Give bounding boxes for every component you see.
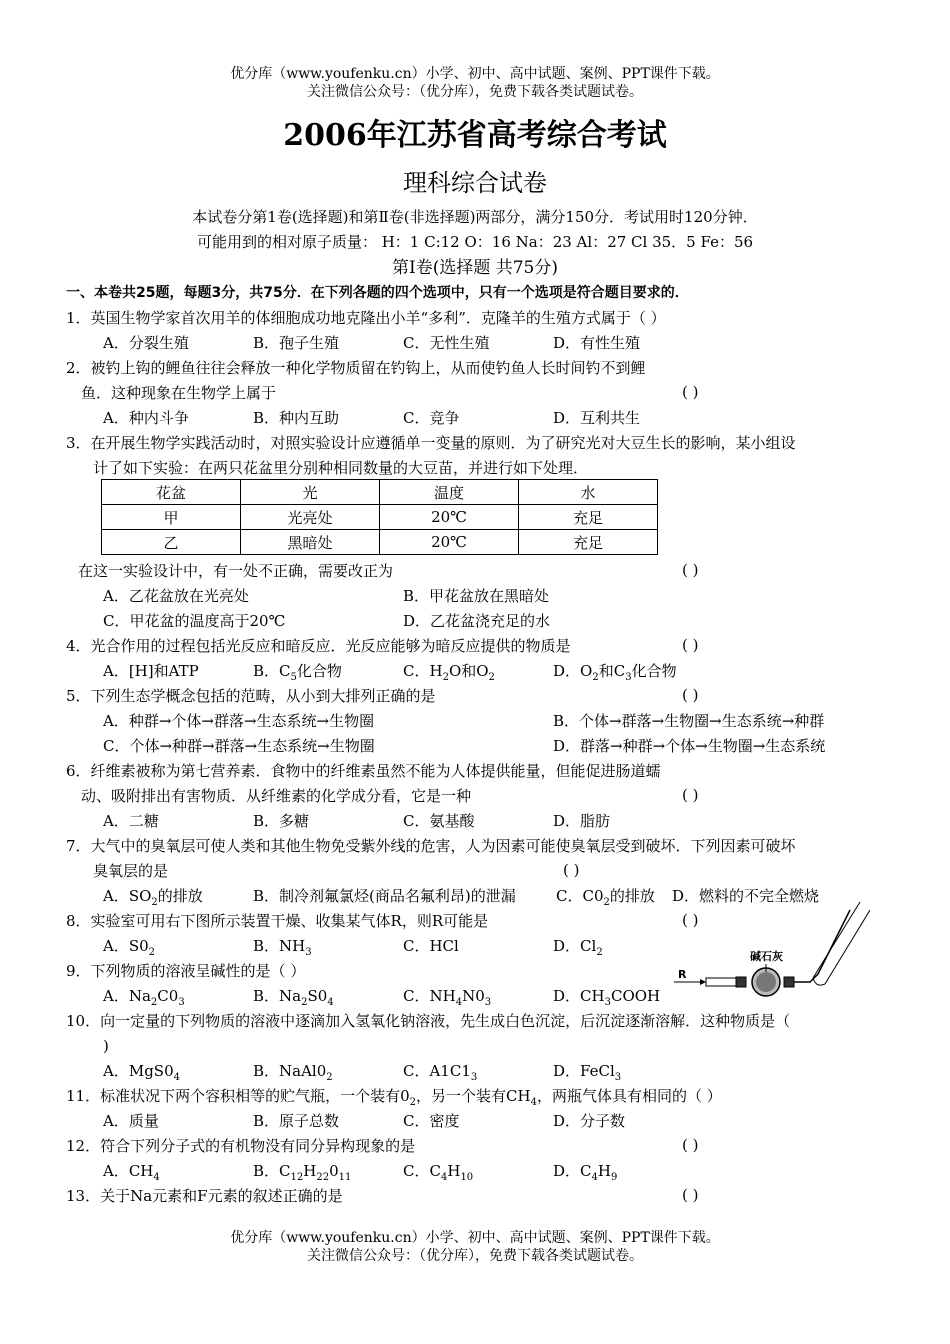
figure-label-soda-lime: 碱石灰 xyxy=(750,950,783,963)
figure-label-r: R xyxy=(678,968,687,981)
table-header-cell: 水 xyxy=(519,480,658,505)
q8-option-b: B．$NH_3$ xyxy=(253,937,312,958)
q9-option-b: B．$Na_2S0_4$ xyxy=(253,987,334,1008)
q2-option-c: C．竞争 xyxy=(403,409,460,427)
table-cell: 甲 xyxy=(102,505,241,530)
q11-option-a: A．质量 xyxy=(103,1112,159,1130)
figure-flask-bottom xyxy=(813,978,825,985)
q10-option-c: C．$A1C1_3$ xyxy=(403,1062,478,1083)
q2-option-a: A．种内斗争 xyxy=(103,409,189,427)
q9-option-d: D．$CH_3COOH$ xyxy=(553,987,661,1008)
figure-soda-lime xyxy=(756,972,776,992)
q4-option-c: C．$H_2O$和$O_2$ xyxy=(403,662,495,683)
q4-stem: 4．光合作用的过程包括光反应和暗反应．光反应能够为暗反应提供的物质是 xyxy=(66,637,571,655)
q10-stem-2: ) xyxy=(103,1037,109,1055)
table-cell: 光亮处 xyxy=(241,505,380,530)
figure-stopper-right xyxy=(784,977,794,987)
q12-option-b: B．$C_{12}H_{22}0_{11}$ xyxy=(253,1162,352,1183)
q5-option-d: D．群落→种群→个体→生物圈→生态系统 xyxy=(553,737,826,755)
q5-option-b: B．个体→群落→生物圈→生态系统→种群 xyxy=(553,712,825,730)
q7-option-c: C．$C0_2$的排放 xyxy=(556,887,655,908)
q7-stem-2: 臭氧层的是 xyxy=(93,862,169,880)
q7-option-b: B．制冷剂氟氯烃(商品名氟利昂)的泄漏 xyxy=(253,887,516,905)
q3-option-d: D．乙花盆浇充足的水 xyxy=(403,612,551,630)
q5-stem: 5．下列生态学概念包括的范畴，从小到大排列正确的是 xyxy=(66,687,436,705)
table-cell: 黑暗处 xyxy=(241,530,380,555)
q6-stem-1: 6．纤维素被称为第七营养素．食物中的纤维素虽然不能为人体提供能量，但能促进肠道蠕 xyxy=(66,762,661,780)
q8-option-d: D．$Cl_2$ xyxy=(553,937,603,958)
q8-option-c: C．HCl xyxy=(403,937,459,955)
q6-option-a: A．二糖 xyxy=(103,812,159,830)
intro-line-2: 可能用到的相对原子质量： H：1 C:12 O：16 Na：23 Al：27 Cl 35．5 Fe：56 xyxy=(196,233,754,251)
footer-line-2: 关注微信公众号：（优分库），免费下载各类试题试卷。 xyxy=(307,1248,643,1264)
q8-option-a: A．$S0_2$ xyxy=(103,937,156,958)
q8-stem: 8．实验室可用右下图所示装置干燥、收集某气体R，则R可能是 xyxy=(66,912,489,930)
q10-option-d: D．FeCl$_3$ xyxy=(553,1062,622,1083)
table-cell: 充足 xyxy=(519,505,658,530)
q3-experiment-table xyxy=(101,479,658,555)
table-cell: 乙 xyxy=(102,530,241,555)
q1-option-c: C．无性生殖 xyxy=(403,334,490,352)
q10-option-b: B．$NaAl0_2$ xyxy=(253,1062,333,1083)
q12-stem: 12．符合下列分子式的有机物没有同分异构现象的是 xyxy=(66,1137,416,1155)
q11-option-b: B．原子总数 xyxy=(253,1112,340,1130)
q4-option-b: B．$C_5$化合物 xyxy=(253,662,342,683)
q13-answer-blank: ( ) xyxy=(682,1186,699,1204)
table-cell: 20℃ xyxy=(380,505,519,530)
table-row xyxy=(102,530,658,555)
table-cell: 20℃ xyxy=(380,530,519,555)
q7-answer-blank: ( ) xyxy=(563,861,580,879)
exam-subtitle: 理科综合试卷 xyxy=(403,169,547,197)
q3-option-c: C．甲花盆的温度高于20℃ xyxy=(103,612,286,630)
q11-stem: 11．标准状况下两个容积相等的贮气瓶，一个装有$0_2$，另一个装有$CH_4$，两瓶气体具有相同的（ ） xyxy=(66,1087,722,1108)
q7-option-d: D．燃料的不完全燃烧 xyxy=(672,887,820,905)
q3-option-b: B．甲花盆放在黑暗处 xyxy=(403,587,550,605)
exam-title: 2006年江苏省高考综合考试 xyxy=(283,118,667,153)
q3-stem-3: 在这一实验设计中，有一处不正确，需要改正为 xyxy=(78,562,394,580)
q2-stem-1: 2．被钓上钩的鲤鱼往往会释放一种化学物质留在钓钩上，从而使钓鱼人长时间钓不到鲤 xyxy=(66,359,646,377)
q10-option-a: A．$MgS0_4$ xyxy=(103,1062,180,1083)
q3-stem-1: 3．在开展生物学实践活动时，对照实验设计应遵循单一变量的原则．为了研究光对大豆生长的影响，某小组设 xyxy=(66,434,796,452)
figure-delivery-tube xyxy=(794,910,850,982)
q2-option-b: B．种内互助 xyxy=(253,409,340,427)
table-header-cell: 光 xyxy=(241,480,380,505)
q6-option-d: D．脂肪 xyxy=(553,812,611,830)
q6-stem-2: 动、吸附排出有害物质．从纤维素的化学成分看，它是一种 xyxy=(81,787,472,805)
q2-answer-blank: ( ) xyxy=(682,383,699,401)
q1-option-b: B．孢子生殖 xyxy=(253,334,340,352)
intro-line-1: 本试卷分第1卷(选择题)和第Ⅱ卷(非选择题)两部分，满分150分．考试用时120分钟． xyxy=(192,208,758,226)
q5-option-c: C．个体→种群→群落→生态系统→生物圈 xyxy=(103,737,375,755)
q2-option-d: D．互利共生 xyxy=(553,409,641,427)
q3-option-a: A．乙花盆放在光亮处 xyxy=(103,587,249,605)
q1-stem: 1．英国生物学家首次用羊的体细胞成功地克隆出小羊“多利”．克隆羊的生殖方式属于（ ） xyxy=(66,309,666,327)
figure-inlet-tube xyxy=(706,978,736,986)
q6-answer-blank: ( ) xyxy=(682,786,699,804)
part-one-heading: 第Ⅰ卷(选择题 共75分) xyxy=(391,258,558,278)
q2-stem-2: 鱼．这种现象在生物学上属于 xyxy=(81,384,277,402)
q11-option-c: C．密度 xyxy=(403,1112,460,1130)
q12-option-c: C．$C_4H_{10}$ xyxy=(403,1162,474,1183)
q6-option-b: B．多糖 xyxy=(253,812,310,830)
q4-option-d: D．$O_2$和$C_3$化合物 xyxy=(553,662,677,683)
q12-option-d: D．$C_4H_9$ xyxy=(553,1162,618,1183)
q4-option-a: A．[H]和ATP xyxy=(103,662,199,680)
section-instruction: 一、本卷共25题，每题3分，共75分．在下列各题的四个选项中，只有一个选项是符合题目要求的． xyxy=(66,285,689,301)
q4-answer-blank: ( ) xyxy=(682,636,699,654)
q10-stem-1: 10．向一定量的下列物质的溶液中逐滴加入氢氧化钠溶液，先生成白色沉淀，后沉淀逐渐溶解．这种物质是（ xyxy=(66,1012,791,1030)
q3-answer-blank: ( ) xyxy=(682,561,699,579)
q13-stem: 13．关于Na元素和F元素的叙述正确的是 xyxy=(66,1187,343,1205)
figure-arrow-head xyxy=(700,979,706,985)
header-line-2: 关注微信公众号：（优分库），免费下载各类试题试卷。 xyxy=(307,84,643,100)
table-cell: 充足 xyxy=(519,530,658,555)
q7-option-a: A．$SO_2$的排放 xyxy=(103,887,203,908)
q9-option-c: C．$NH_4N0_3$ xyxy=(403,987,492,1008)
figure-stopper-left xyxy=(736,977,746,987)
q7-stem-1: 7．大气中的臭氧层可使人类和其他生物免受紫外线的危害，人为因素可能使臭氧层受到破坏．下列因素可破坏 xyxy=(66,837,796,855)
q5-answer-blank: ( ) xyxy=(682,686,699,704)
q11-option-d: D．分子数 xyxy=(553,1112,626,1130)
q1-option-d: D．有性生殖 xyxy=(553,334,641,352)
q12-option-a: A．$CH_4$ xyxy=(103,1162,160,1183)
table-header-cell: 温度 xyxy=(380,480,519,505)
q8-answer-blank: ( ) xyxy=(682,911,699,929)
header-line-1: 优分库（www.youfenku.cn）小学、初中、高中试题、案例、PPT课件下载。 xyxy=(230,66,720,82)
q1-option-a: A．分裂生殖 xyxy=(103,334,189,352)
q9-option-a: A．$Na_2C0_3$ xyxy=(103,987,185,1008)
q12-answer-blank: ( ) xyxy=(682,1136,699,1154)
figure-flask-edge-1 xyxy=(813,902,860,978)
table-header-row xyxy=(102,480,658,505)
q6-option-c: C．氨基酸 xyxy=(403,812,475,830)
q3-stem-2: 计了如下实验：在两只花盆里分别种相同数量的大豆苗，并进行如下处理． xyxy=(93,459,589,477)
drying-apparatus-figure xyxy=(670,898,870,1008)
table-header-cell: 花盆 xyxy=(102,480,241,505)
q9-stem: 9．下列物质的溶液呈碱性的是（ ） xyxy=(66,962,306,980)
q5-option-a: A．种群→个体→群落→生态系统→生物圈 xyxy=(103,712,375,730)
footer-line-1: 优分库（www.youfenku.cn）小学、初中、高中试题、案例、PPT课件下载。 xyxy=(230,1230,720,1246)
table-row xyxy=(102,505,658,530)
